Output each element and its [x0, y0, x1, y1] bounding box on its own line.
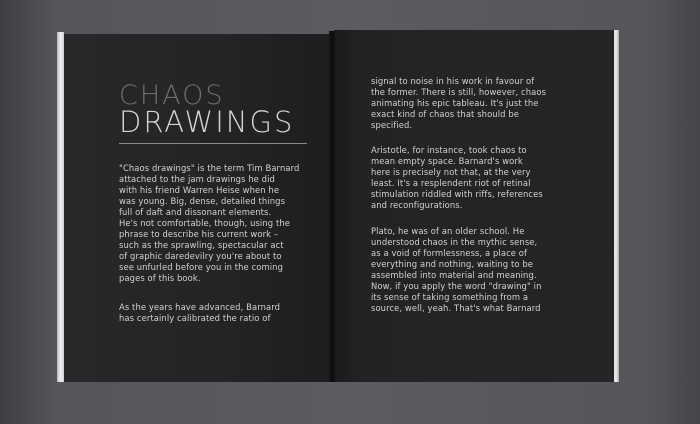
right-paragraph-1: signal to noise in his work in favour of the former. There is still, however, chaos animating his epic tableau. It's just the exact kind of chaos that should be specified. [371, 76, 547, 130]
title-line-2: DRAWINGS [119, 105, 295, 139]
left-paragraph-2: As the years have advanced, Barnard has certainly calibrated the ratio of [119, 302, 281, 323]
title-line-1: CHAOS [119, 80, 225, 111]
left-page-paper-edge [57, 32, 64, 382]
book-spine [329, 31, 336, 382]
right-paragraph-2: Aristotle, for instance, took chaos to mean empty space. Barnard's work here is precisely not that, at the very least. It's a resplendent riot of retinal stimulation riddled with riffs, references and reconfigurations. [371, 145, 543, 210]
right-paragraph-3: Plato, he was of an older school. He understood chaos in the mythic sense, as a void of formlessness, a place of everything and nothing, waiting to be assembled into material and meaning. Now, if you apply the word "drawing" in its sense of taking something from a source, well, yeah. That's what Barnard [371, 226, 542, 313]
left-paragraph-1: "Chaos drawings" is the term Tim Barnard attached to the jam drawings he did with his friend Warren Heise when he was young. Big, dense, detailed things full of daft and dissonant elements. He's not comfortable, though, using the phrase to describe his current work – such as the sprawling, spectacular act of graphic daredevilry you're about to see unfurled before you in the coming pages of this book. [119, 163, 300, 283]
title-divider [119, 143, 307, 144]
